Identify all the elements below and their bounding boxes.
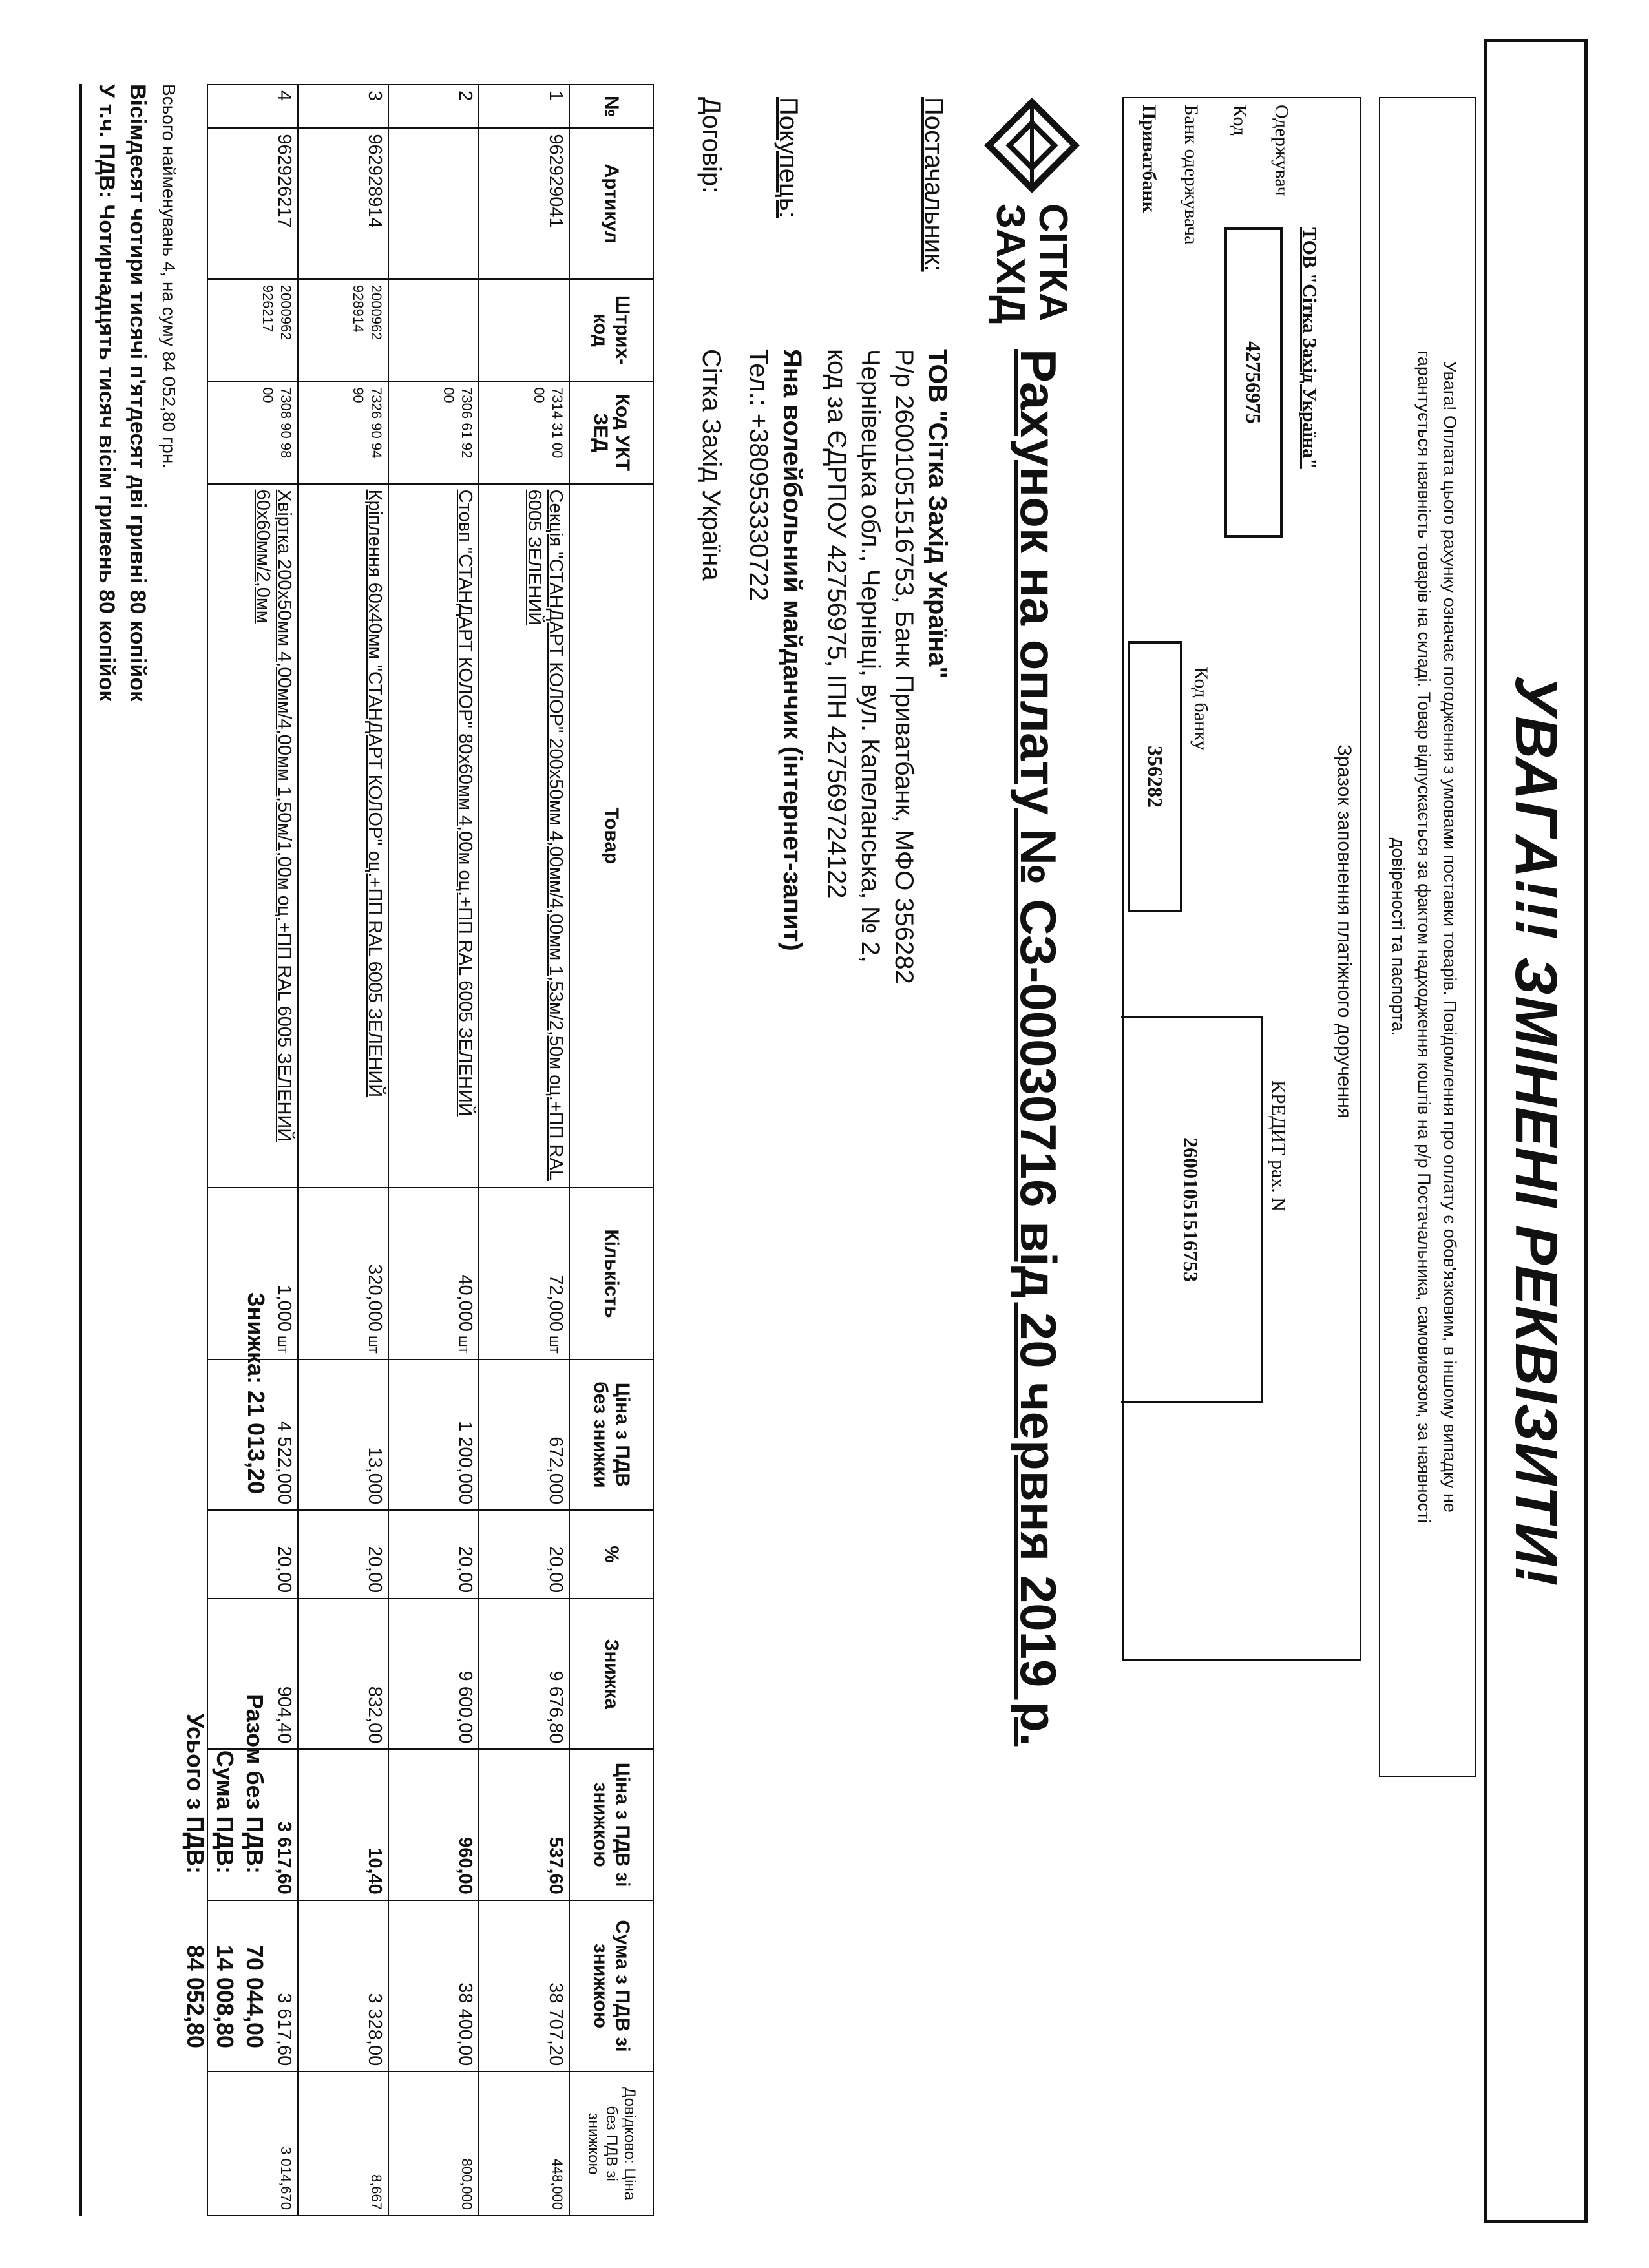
net-total-label: Разом без ПДВ:: [242, 1694, 268, 1874]
payment-notice: [1379, 97, 1476, 1777]
cell-ref: 448,000: [479, 2072, 569, 2216]
cell-article: [388, 128, 479, 278]
logo-line: ЗАХІД: [988, 204, 1033, 324]
cell-price: 1 200,000: [388, 1360, 479, 1510]
recipient-label: Одержувач: [1271, 105, 1292, 196]
cell-no: 3: [298, 85, 388, 128]
supplier-block: [820, 349, 954, 984]
cell-no: 1: [479, 85, 569, 128]
supplier-label: Постачальник:: [919, 97, 948, 272]
invoice-title: Рахунок на оплату № СЗ-00030716 від 20 червня 2019 р.: [1010, 349, 1067, 1747]
qty-value: 320,000: [364, 1264, 385, 1332]
cell-price-disc: 960,00: [388, 1749, 479, 1900]
buyer-label: Покупець:: [774, 97, 803, 218]
cell-ukt: 7314 31 00 00: [479, 381, 569, 483]
qty-unit: шт: [275, 1336, 291, 1354]
cell-barcode: [388, 279, 479, 381]
qty-unit: шт: [366, 1336, 382, 1354]
logo-line: СІТКА: [1031, 204, 1075, 322]
totals-labels: [180, 1693, 269, 1874]
col-sum-disc: Сума з ПДВ зі знижкою: [569, 1900, 653, 2072]
gross-total-value: 84 052,80: [182, 1944, 209, 2048]
vat-in-words: У т.ч. ПДВ: Чотирнадцять тисяч вісім гривень 80 копійок: [94, 84, 119, 702]
amount-in-words: Вісімдесят чотири тисячі п'ятдесят дві гривні 80 копійок: [125, 84, 150, 702]
cell-article: 962929041: [479, 128, 569, 278]
qty-unit: шт: [547, 1336, 563, 1354]
cell-qty: [298, 1188, 388, 1359]
sitka-zakhid-logo: [983, 97, 1080, 336]
cell-qty: [479, 1188, 569, 1359]
cell-price: 13,000: [298, 1360, 388, 1510]
sample-title: Зразок заповнення платіжного доручення: [1334, 744, 1355, 1119]
cell-ukt: 7326 90 94 90: [298, 381, 388, 483]
col-no: №: [569, 85, 653, 128]
notice-line: Увага! Оплата цього рахунку означає погодження з умовами поставки товарів. Повідомлення про оплату є обов'язковим, в іншому випадку не: [1440, 361, 1460, 1513]
cell-sum-disc: 3 617,60: [207, 1900, 298, 2072]
table-row: [298, 85, 388, 2216]
cell-pct: 20,00: [479, 1510, 569, 1599]
cell-pct: 20,00: [298, 1510, 388, 1599]
qty-value: 40,000: [455, 1274, 476, 1332]
cell-pct: 20,00: [388, 1510, 479, 1599]
supplier-address: Чернівецька обл., Чернівці, вул. Капеланська, № 2,: [856, 349, 885, 963]
bank-code-label: Код банку: [1190, 667, 1212, 751]
cell-pct: 20,00: [207, 1510, 298, 1599]
col-barcode: Штрих-код: [569, 279, 653, 381]
cell-sum-disc: 38 707,20: [479, 1900, 569, 2072]
cell-price-disc: 3 617,60: [207, 1749, 298, 1900]
contract-label: Договір:: [697, 97, 726, 194]
recipient-value: ТОВ "Сітка Захід Україна": [1299, 227, 1320, 469]
cell-barcode: 2000962 926217: [207, 279, 298, 381]
discount-total-label: Знижка:: [243, 1292, 269, 1384]
col-discount: Знижка: [569, 1599, 653, 1749]
account-value: 26001051516753: [1121, 1016, 1263, 1403]
supplier-codes: код за ЄДРПОУ 42756975, ІПН 427569724122: [823, 349, 851, 899]
cell-discount: 9 600,00: [388, 1599, 479, 1749]
bank-label: Банк одержувача: [1181, 105, 1202, 245]
col-price: Ціна з ПДВ без знижки: [569, 1360, 653, 1510]
buyer-name: Яна волейбольний майданчик (інтернет-запит): [778, 349, 806, 951]
cell-no: 4: [207, 85, 298, 128]
changed-details-banner: УВАГА!!! ЗМІНЕНІ РЕКВІЗИТИ!: [1484, 39, 1588, 2223]
cell-barcode: [479, 279, 569, 381]
footer-divider: [79, 84, 82, 2216]
cell-ukt: 7308 90 98 00: [207, 381, 298, 483]
items-count: Всього найменувань 4, на суму 84 052,80 грн.: [159, 84, 179, 469]
cell-sum-disc: 38 400,00: [388, 1900, 479, 2072]
cell-price: 672,000: [479, 1360, 569, 1510]
contract-value: Сітка Захід Україна: [697, 349, 726, 581]
col-pct: %: [569, 1510, 653, 1599]
qty-value: 1,000: [274, 1285, 295, 1332]
buyer-block: [742, 349, 809, 951]
col-article: Артикул: [569, 128, 653, 278]
cell-price: 4 522,000: [207, 1360, 298, 1510]
items-table: [207, 84, 654, 2216]
cell-product: Кріплення 60х40мм "СТАНДАРТ КОЛОР" оц.+ПП RAL 6005 ЗЕЛЕНИЙ: [298, 484, 388, 1188]
cell-product: Стовп "СТАНДАРТ КОЛОР" 80х60мм 4,00м оц.+ПП RAL 6005 ЗЕЛЕНИЙ: [388, 484, 479, 1188]
cell-barcode: 2000962 928914: [298, 279, 388, 381]
cell-price-disc: 537,60: [479, 1749, 569, 1900]
vat-total-value: 14 008,80: [212, 1944, 238, 2048]
code-value: 42756975: [1224, 227, 1283, 538]
col-ref: Довідково: Ціна без ПДВ зі знижкою: [569, 2072, 653, 2216]
cell-ref: 8,667: [298, 2072, 388, 2216]
table-header-row: [569, 85, 653, 2216]
bank-code-value: 356282: [1128, 641, 1182, 912]
discount-total-value: 21 013,20: [243, 1391, 269, 1495]
net-total-value: 70 044,00: [242, 1944, 268, 2048]
gross-total-label: Усього з ПДВ:: [182, 1713, 209, 1874]
cell-product: Хвіртка 200х50мм 4,00мм/4,00мм 1,50м/1,00м оц.+ПП RAL 6005 ЗЕЛЕНИЙ 60х60мм/2,0мм: [207, 484, 298, 1188]
code-label: Код: [1229, 105, 1250, 136]
cell-ref: 800,000: [388, 2072, 479, 2216]
table-row: [388, 85, 479, 2216]
col-qty: Кількість: [569, 1188, 653, 1359]
qty-value: 72,000: [545, 1274, 566, 1332]
cell-ukt: 7306 61 92 00: [388, 381, 479, 483]
col-price-disc: Ціна з ПДВ зі знижкою: [569, 1749, 653, 1900]
qty-unit: шт: [456, 1336, 472, 1354]
cell-product: Секція "СТАНДАРТ КОЛОР" 200х50мм 4,00мм/4,00мм 1,53м/2,50м оц.+ПП RAL 6005 ЗЕЛЕНИЙ: [479, 484, 569, 1188]
cell-no: 2: [388, 85, 479, 128]
cell-discount: 832,00: [298, 1599, 388, 1749]
cell-discount: 904,40: [207, 1599, 298, 1749]
supplier-name: ТОВ "Сітка Захід Україна": [923, 349, 952, 679]
logo-mark-icon: [983, 97, 1080, 194]
col-ukt: Код УКТ ЗЕД: [569, 381, 653, 483]
vat-total-label: Сума ПДВ:: [212, 1750, 238, 1874]
buyer-phone: Тел.: +380953330722: [744, 349, 773, 602]
discount-total: [242, 1292, 269, 1494]
cell-article: 962926217: [207, 128, 298, 278]
cell-article: 962928914: [298, 128, 388, 278]
table-row: [479, 85, 569, 2216]
cell-sum-disc: 3 328,00: [298, 1900, 388, 2072]
payment-order-sample: [1122, 97, 1361, 1661]
supplier-account: Р/р 26001051516753, Банк Приватбанк, МФО 356282: [890, 349, 918, 984]
col-product: Товар: [569, 484, 653, 1188]
cell-qty: [388, 1188, 479, 1359]
notice-line: довіреності та паспорта.: [1389, 837, 1408, 1036]
cell-ref: 3 014,670: [207, 2072, 298, 2216]
notice-line: гарантується наявність товарів на складі. Товар відпускається за фактом надходження коштів на р/р Постачальника, самовивозом, за наявності: [1414, 350, 1434, 1524]
cell-price-disc: 10,40: [298, 1749, 388, 1900]
cell-discount: 9 676,80: [479, 1599, 569, 1749]
credit-label: КРЕДИТ рах. N: [1268, 1080, 1289, 1212]
bank-name: Приватбанк: [1139, 105, 1160, 213]
totals-values: [180, 1887, 269, 2048]
